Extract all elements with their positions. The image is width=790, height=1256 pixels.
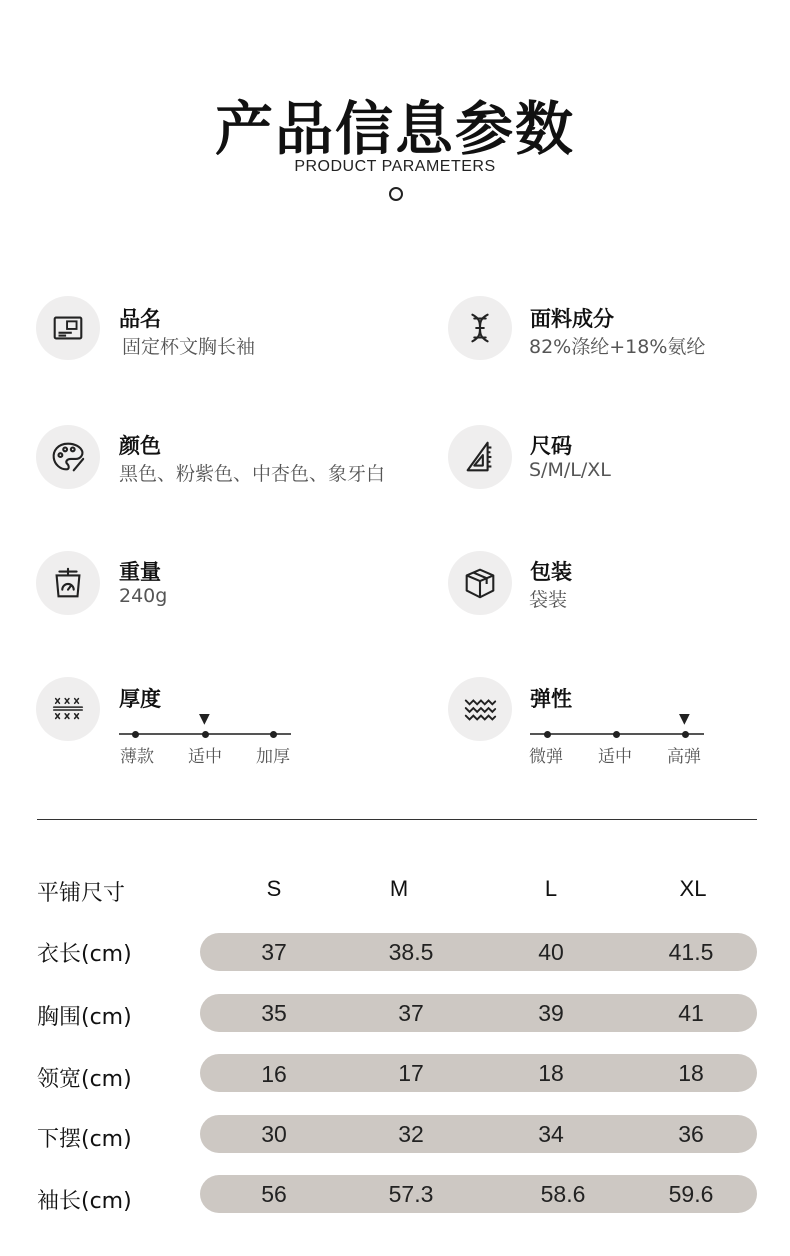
size-column-l: L (544, 876, 558, 901)
elasticity-dot-3 (682, 731, 689, 738)
thickness-dot-2 (202, 731, 209, 738)
wave-icon (448, 677, 512, 741)
elasticity-level-2: 适中 (598, 747, 632, 767)
thickness-level-1: 薄款 (120, 747, 154, 767)
table-cell: 18 (678, 1060, 704, 1086)
size-column-m: M (389, 876, 409, 901)
table-cell: 32 (398, 1121, 424, 1147)
table-cell: 58.6 (540, 1181, 586, 1207)
thickness-dot-3 (270, 731, 277, 738)
elasticity-level-1: 微弹 (529, 747, 563, 767)
product-card-icon (36, 296, 100, 360)
elasticity-level-3: 高弹 (667, 747, 701, 767)
elasticity-dot-2 (613, 731, 620, 738)
table-cell: 30 (261, 1121, 287, 1147)
color-label: 颜色 (119, 434, 161, 458)
table-cell: 37 (398, 1000, 424, 1026)
table-row-label: 胸围(cm) (37, 1005, 132, 1030)
table-row-label: 领宽(cm) (37, 1067, 132, 1092)
table-cell: 59.6 (668, 1181, 714, 1207)
table-cell: 41.5 (668, 939, 714, 965)
table-row-label: 衣长(cm) (37, 942, 132, 967)
thickness-level-2: 适中 (188, 747, 222, 767)
size-table-corner: 平铺尺寸 (37, 881, 126, 906)
fabric-value: 82%涤纶+18%氨纶 (529, 336, 706, 358)
title-ornament (389, 187, 403, 201)
table-cell: 34 (538, 1121, 564, 1147)
size-column-s: S (266, 876, 282, 901)
weight-value: 240g (119, 585, 168, 607)
palette-icon (36, 425, 100, 489)
elasticity-dot-1 (544, 731, 551, 738)
table-row-label: 下摆(cm) (37, 1127, 132, 1152)
name-label: 品名 (119, 307, 161, 331)
weave-icon (36, 677, 100, 741)
table-cell: 39 (538, 1000, 564, 1026)
table-cell: 40 (538, 939, 564, 965)
size-column-xl: XL (679, 876, 707, 901)
table-cell: 17 (398, 1060, 424, 1086)
scale-icon (36, 551, 100, 615)
table-cell: 37 (261, 939, 287, 965)
name-value: 固定杯文胸长袖 (122, 336, 256, 358)
size-label: 尺码 (530, 434, 572, 458)
elasticity-marker: ▼ (679, 711, 690, 727)
fabric-label: 面料成分 (530, 307, 614, 331)
section-divider (37, 819, 757, 820)
ruler-triangle-icon (448, 425, 512, 489)
table-cell: 36 (678, 1121, 704, 1147)
weight-label: 重量 (119, 560, 161, 584)
page-subtitle: PRODUCT PARAMETERS (294, 158, 496, 175)
elasticity-label: 弹性 (530, 687, 572, 711)
size-value: S/M/L/XL (529, 459, 611, 481)
thickness-level-3: 加厚 (256, 747, 290, 767)
table-cell: 56 (261, 1181, 287, 1207)
table-cell: 41 (678, 1000, 704, 1026)
dna-icon (448, 296, 512, 360)
package-value: 袋装 (529, 589, 568, 611)
page-title: 产品信息参数 (214, 95, 575, 163)
table-cell: 16 (261, 1061, 287, 1087)
table-cell: 18 (538, 1060, 564, 1086)
table-cell: 57.3 (388, 1181, 434, 1207)
table-cell: 38.5 (388, 939, 434, 965)
thickness-label: 厚度 (119, 687, 161, 711)
package-label: 包装 (530, 560, 572, 584)
table-cell: 35 (261, 1000, 287, 1026)
color-value: 黑色、粉紫色、中杏色、象牙白 (119, 463, 386, 485)
box-icon (448, 551, 512, 615)
thickness-marker: ▼ (199, 711, 210, 727)
thickness-dot-1 (132, 731, 139, 738)
table-row-label: 袖长(cm) (37, 1189, 132, 1214)
